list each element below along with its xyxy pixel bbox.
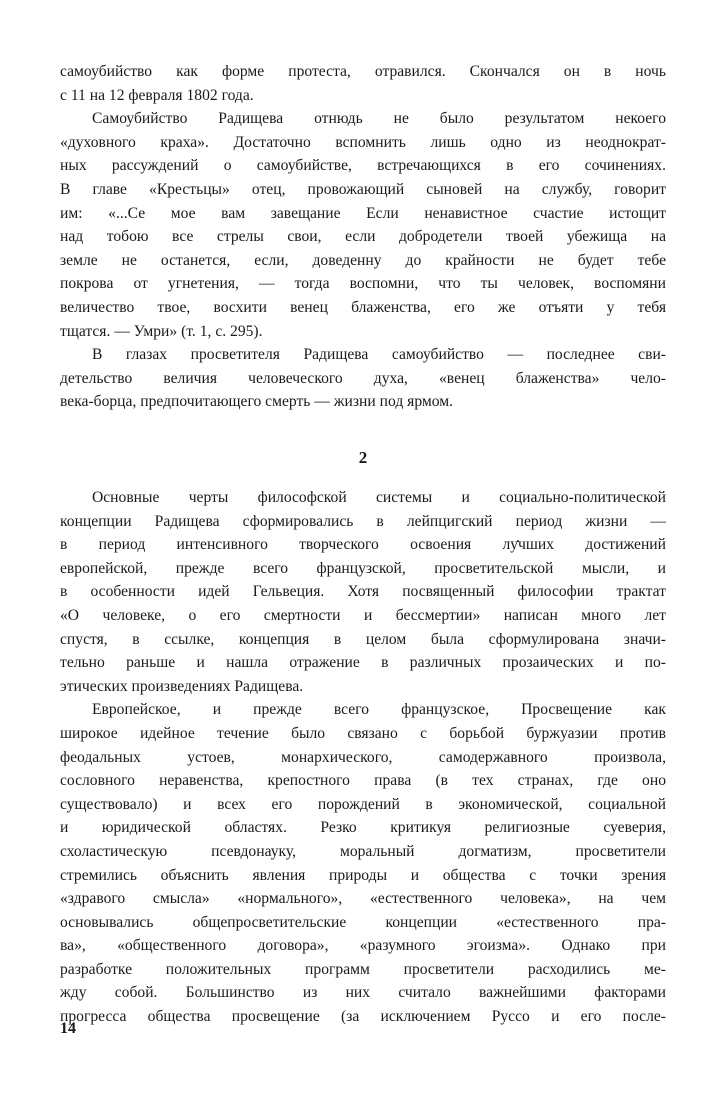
text-line: «О человеке, о его смертности и бессмертии» написан много лет <box>60 606 666 624</box>
text-line: величество твое, восхити венец блаженства, его же отъяти у тебя <box>60 298 666 316</box>
text-block-bottom <box>60 486 666 1029</box>
text-line: покрова от угнетения, — тогда воспомни, что ты человек, воспомяни <box>60 275 666 293</box>
text-line: века-борца, предпочитающего смерть — жизни под ярмом. <box>60 393 454 411</box>
paragraph <box>60 698 666 1028</box>
text-line: Основные черты философской системы и социально-политической <box>92 489 666 506</box>
text-line: прогресса общества просвещение (за исключением Руссо и его после- <box>60 1008 666 1026</box>
text-line: концепции Радищева сформировались в лейпцигский период жизни — <box>60 512 666 530</box>
paragraph <box>60 60 666 107</box>
text-line: европейской, прежде всего французской, просветительской мысли, и <box>60 559 666 577</box>
text-line: разработке положительных программ просветители расходились ме- <box>60 960 666 978</box>
text-line: основывались общепросветительские концепции «естественного пра- <box>60 913 666 931</box>
text-line: им: «...Се мое вам завещание Если ненавистное счастие истощит <box>60 204 666 222</box>
text-line: существовало) и всех его порождений в экономической, социальной <box>60 795 666 813</box>
text-line: В главе «Крестьцы» отец, провожающий сыновей на службу, говорит <box>60 180 666 198</box>
text-line: жду собой. Большинство из них считало важнейшими факторами <box>60 984 666 1002</box>
text-line: «здравого смысла» «нормального», «естественного человека», на чем <box>60 890 666 908</box>
text-line: в особенности идей Гельвеция. Хотя посвященный философии трактат <box>60 583 666 601</box>
text-line: феодальных устоев, монархического, самодержавного произвола, <box>60 748 666 766</box>
text-line: сословного неравенства, крепостного права (в тех странах, где оно <box>60 772 666 790</box>
text-line: земле не останется, если, доведенну до крайности не будет тебе <box>60 251 666 269</box>
text-line: ных рассуждений о самоубийстве, встречающихся в его сочинениях. <box>60 157 666 175</box>
text-line: Самоубийство Радищева отнюдь не было результатом некоего <box>92 110 666 128</box>
text-line: ва», «общественного договора», «разумного эгоизма». Однако при <box>60 937 666 955</box>
text-line: над тобою все стрелы свои, если добродетели твоей убежища на <box>60 228 666 246</box>
text-line: стремились объяснить явления природы и общества с точки зрения <box>60 866 666 884</box>
text-line: широкое идейное течение было связано с борьбой буржуазии против <box>60 724 666 742</box>
section-number: 2 <box>358 448 368 467</box>
text-line: тельно раньше и нашла отражение в различных прозаических и по- <box>60 654 666 672</box>
paragraph <box>60 486 666 698</box>
text-block-top <box>60 60 666 414</box>
text-line: В глазах просветителя Радищева самоубийство — последнее сви- <box>92 346 666 364</box>
text-line: спустя, в ссылке, концепция в целом была сформулирована значи- <box>60 630 666 648</box>
text-line: самоубийство как форме протеста, отравился. Скончался он в ночь <box>60 63 666 80</box>
text-line: в период интенсивного творческого освоения лучших достижений <box>60 536 666 554</box>
text-line: «духовного краха». Достаточно вспомнить лишь одно из неоднократ- <box>60 133 666 151</box>
text-line: тщатся. — Умри» (т. 1, с. 295). <box>60 322 263 340</box>
text-line: схоластическую псевдонауку, моральный догматизм, просветители <box>60 842 666 860</box>
text-line: Европейское, и прежде всего французское, Просвещение как <box>92 701 666 719</box>
paragraph <box>60 107 666 343</box>
text-line: этических произведениях Радищева. <box>60 677 304 695</box>
text-line: и юридической областях. Резко критикуя религиозные суеверия, <box>60 819 666 837</box>
text-line: детельство величия человеческого духа, «венец блаженства» чело- <box>60 369 666 387</box>
paragraph <box>60 343 666 414</box>
page-number: 14 <box>60 1020 76 1037</box>
text-line: с 11 на 12 февраля 1802 года. <box>60 86 254 104</box>
